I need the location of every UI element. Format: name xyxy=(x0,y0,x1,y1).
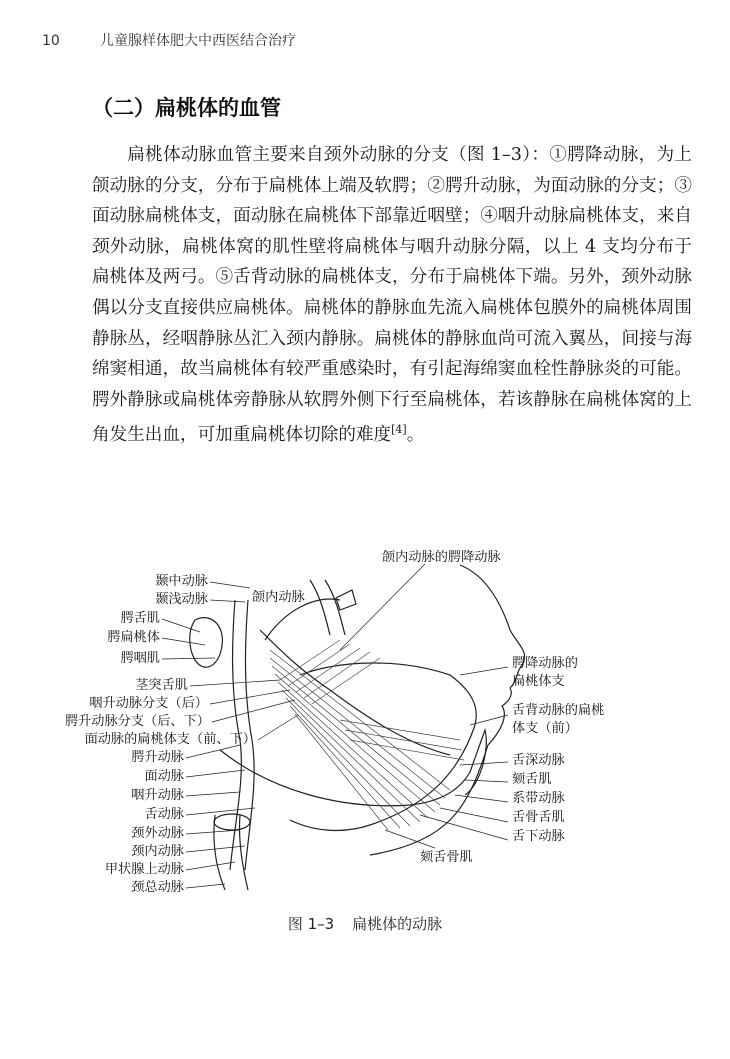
label-palatine-tonsil: 腭扁桃体 xyxy=(107,630,160,645)
label-common-carotid: 颈总动脉 xyxy=(131,880,184,895)
citation-ref: [4] xyxy=(391,423,407,437)
caption-number: 图 1–3 xyxy=(287,915,335,933)
label-descending-palatine-tonsil-2: 扁桃体支 xyxy=(512,674,565,689)
figure-tonsil-arteries xyxy=(40,540,700,910)
label-genioglossus: 颏舌肌 xyxy=(512,772,552,787)
label-styloglossus: 茎突舌肌 xyxy=(135,678,188,693)
label-superior-thyroid: 甲状腺上动脉 xyxy=(104,862,184,877)
label-ascending-pharyngeal-artery: 咽升动脉 xyxy=(131,788,184,803)
paragraph-end-mark: 。 xyxy=(406,425,425,446)
paragraph-main-text: 扁桃体动脉血管主要来自颈外动脉的分支（图 1–3）：①腭降动脉，为上颌动脉的分支，分布于扁桃体上端及软腭；②腭升动脉，为面动脉的分支；③面动脉扁桃体支，面动脉在扁桃体下部靠近咽壁；④咽升动脉扁桃体支，来自颈外动脉，扁桃体窝的肌性壁将扁桃体与咽升动脉分隔，以上 4 支均分布于扁桃体及两弓。⑤舌背动脉的扁桃体支，分布于扁桃体下端。另外，颈外动脉偶以分支直接供应扁桃体。扁桃体的静脉血先流入扁桃体包膜外的扁桃体周围静脉丛，经咽静脉丛汇入颈内静脉。扁桃体的静脉血尚可流入翼丛，间接与海绵窦相通，故当扁桃体有较严重感染时，有引起海绵窦血栓性静脉炎的可能。腭外静脉或扁桃体旁静脉从软腭外侧下行至扁桃体，若该静脉在扁桃体窝的上角发生出血，可加重扁桃体切除的难度 xyxy=(92,145,692,446)
carotid-common-section xyxy=(214,814,250,830)
label-ascending-palatine-artery: 腭升动脉 xyxy=(131,750,184,765)
label-geniohyoid: 颏舌骨肌 xyxy=(420,850,473,865)
label-dorsal-lingual-tonsil-1: 舌背动脉的扁桃 xyxy=(512,703,605,718)
label-facial-tonsillar-branch: 面动脉的扁桃体支（前、下） xyxy=(84,732,256,747)
label-lingual-artery: 舌动脉 xyxy=(144,807,184,822)
lingual-artery xyxy=(260,630,450,755)
label-deep-lingual-artery: 舌深动脉 xyxy=(512,753,565,768)
section-title: （二）扁桃体的血管 xyxy=(92,96,281,120)
figure-caption xyxy=(0,913,730,934)
label-temporal-middle-artery: 颞中动脉 xyxy=(155,574,208,589)
label-frenular-artery: 系带动脉 xyxy=(512,791,565,806)
caption-text: 扁桃体的动脉 xyxy=(352,915,443,933)
page-number: 10 xyxy=(42,33,60,49)
label-hyoglossus: 舌骨舌肌 xyxy=(512,810,565,825)
body-text xyxy=(92,140,692,451)
label-internal-carotid: 颈内动脉 xyxy=(131,844,184,859)
label-ascending-palatine-branch: 腭升动脉分支（后、下） xyxy=(64,714,210,729)
running-head xyxy=(42,30,296,50)
label-external-carotid: 颈外动脉 xyxy=(131,826,184,841)
label-maxillary-artery: 颌内动脉 xyxy=(252,590,305,605)
label-palatoglossus: 腭舌肌 xyxy=(120,611,160,626)
descending-palatine xyxy=(310,580,330,635)
label-facial-artery: 面动脉 xyxy=(144,769,184,784)
book-title: 儿童腺样体肥大中西医结合治疗 xyxy=(100,33,296,49)
label-superficial-temporal-artery: 颞浅动脉 xyxy=(155,592,208,607)
carotid-common xyxy=(214,815,225,890)
label-ascending-pharyngeal-branch: 咽升动脉分支（后） xyxy=(89,696,208,711)
label-palatopharyngeus: 腭咽肌 xyxy=(120,651,160,666)
muscle-fibres xyxy=(270,640,464,830)
label-sublingual-artery: 舌下动脉 xyxy=(512,829,565,844)
label-descending-palatine-of-maxillary: 颌内动脉的腭降动脉 xyxy=(382,550,501,565)
face-profile xyxy=(370,565,525,855)
label-dorsal-lingual-tonsil-2: 体支（前） xyxy=(512,721,578,736)
body-paragraph xyxy=(92,140,692,451)
tonsil-shape xyxy=(190,618,223,668)
label-descending-palatine-tonsil-1: 腭降动脉的 xyxy=(512,656,578,671)
